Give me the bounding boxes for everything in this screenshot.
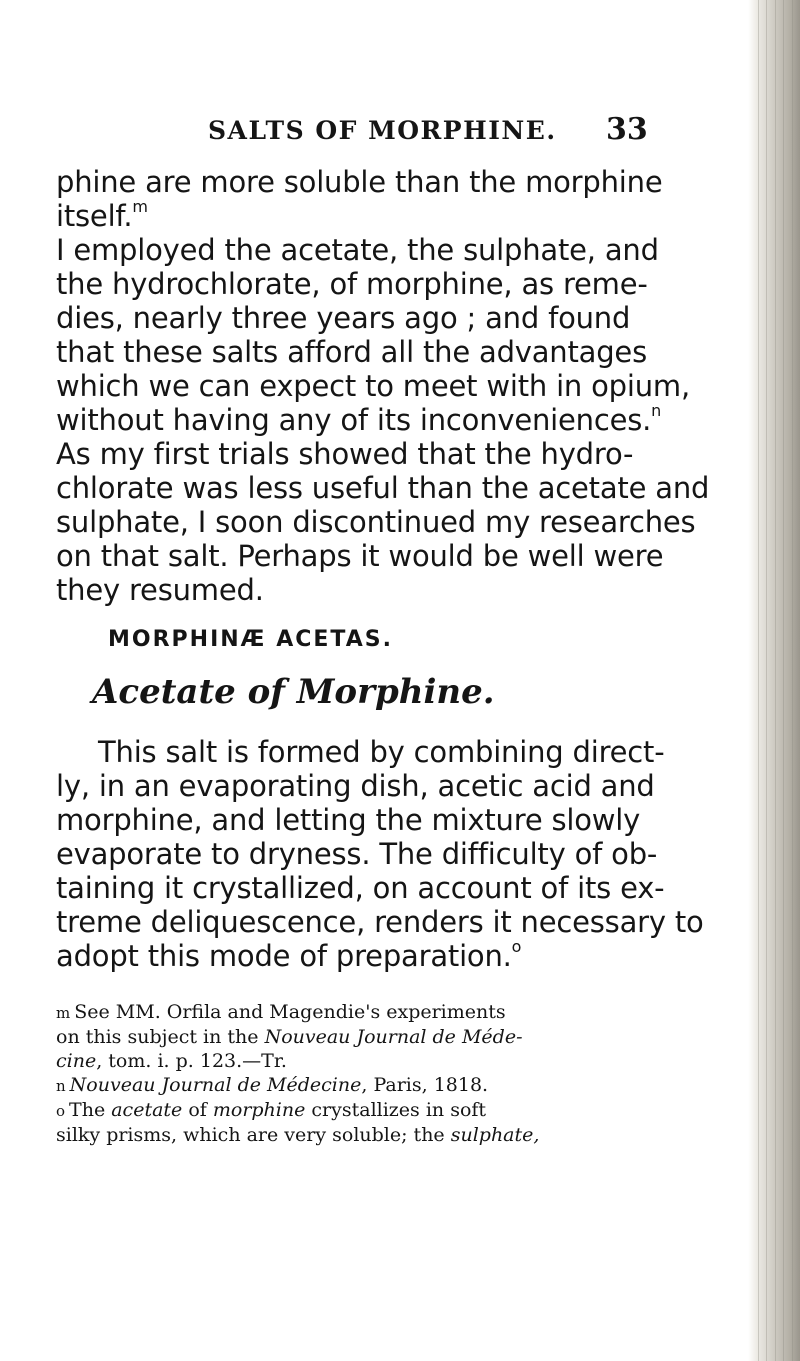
text-line: I employed the acetate, the sulphate, and	[56, 233, 659, 267]
text-line: This salt is formed by combining direct-	[98, 735, 665, 769]
footnote-o-line-2: silky prisms, which are very soluble; the sulphate,	[56, 1124, 540, 1146]
text-line: sulphate, I soon discontinued my researches	[56, 505, 696, 539]
text-line: taining it crystallized, on account of its ex-	[56, 871, 665, 905]
text-line: which we can expect to meet with in opium,	[56, 369, 690, 403]
text-line: evaporate to dryness. The difficulty of ob-	[56, 837, 658, 871]
text-line: As my first trials showed that the hydro-	[56, 437, 634, 471]
english-section-heading: Acetate of Morphine.	[92, 672, 495, 712]
text-line: adopt this mode of preparation.$^o$	[56, 937, 522, 973]
footnote-o-line-1: o The acetate of morphine crystallizes in soft	[56, 1099, 487, 1121]
footnote-mark: n	[651, 401, 662, 421]
text-line: that these salts afford all the advantages	[56, 335, 647, 369]
footnote-marker-n: n	[56, 1077, 66, 1095]
page-number: 33	[606, 112, 648, 147]
footnote-m-line-1: m See MM. Orfila and Magendie's experiments	[56, 1001, 506, 1023]
page-edge	[748, 0, 800, 1361]
text-line: they resumed.	[56, 573, 264, 607]
text-line: the hydrochlorate, of morphine, as reme-	[56, 267, 648, 301]
latin-section-heading: MORPHINÆ ACETAS.	[108, 627, 393, 652]
footnote-n: n Nouveau Journal de Médecine, Paris, 1818.	[56, 1074, 489, 1096]
text-line: ly, in an evaporating dish, acetic acid and	[56, 769, 655, 803]
text-line: itself.$^m$	[56, 197, 148, 233]
text-line: phine are more soluble than the morphine	[56, 165, 663, 199]
text-line: without having any of its inconveniences.$^n$	[56, 401, 662, 437]
text-line: chlorate was less useful than the acetate and	[56, 471, 710, 505]
page-header	[0, 112, 800, 152]
text-line: dies, nearly three years ago ; and found	[56, 301, 631, 335]
footnote-marker-o: o	[56, 1102, 66, 1120]
footnotes	[56, 1000, 756, 1147]
footnote-mark: o	[511, 937, 522, 957]
text-line: on that salt. Perhaps it would be well were	[56, 539, 664, 573]
running-head: SALTS OF MORPHINE.	[208, 116, 557, 145]
footnote-marker-m: m	[56, 1004, 71, 1022]
text-line: morphine, and letting the mixture slowly	[56, 803, 641, 837]
text-line: treme deliquescence, renders it necessary to	[56, 905, 704, 939]
footnote-mark: m	[132, 197, 148, 217]
footnote-m-line-3: cine, tom. i. p. 123.—Tr.	[56, 1050, 287, 1072]
footnote-m-line-2: on this subject in the Nouveau Journal de Méde-	[56, 1026, 523, 1048]
